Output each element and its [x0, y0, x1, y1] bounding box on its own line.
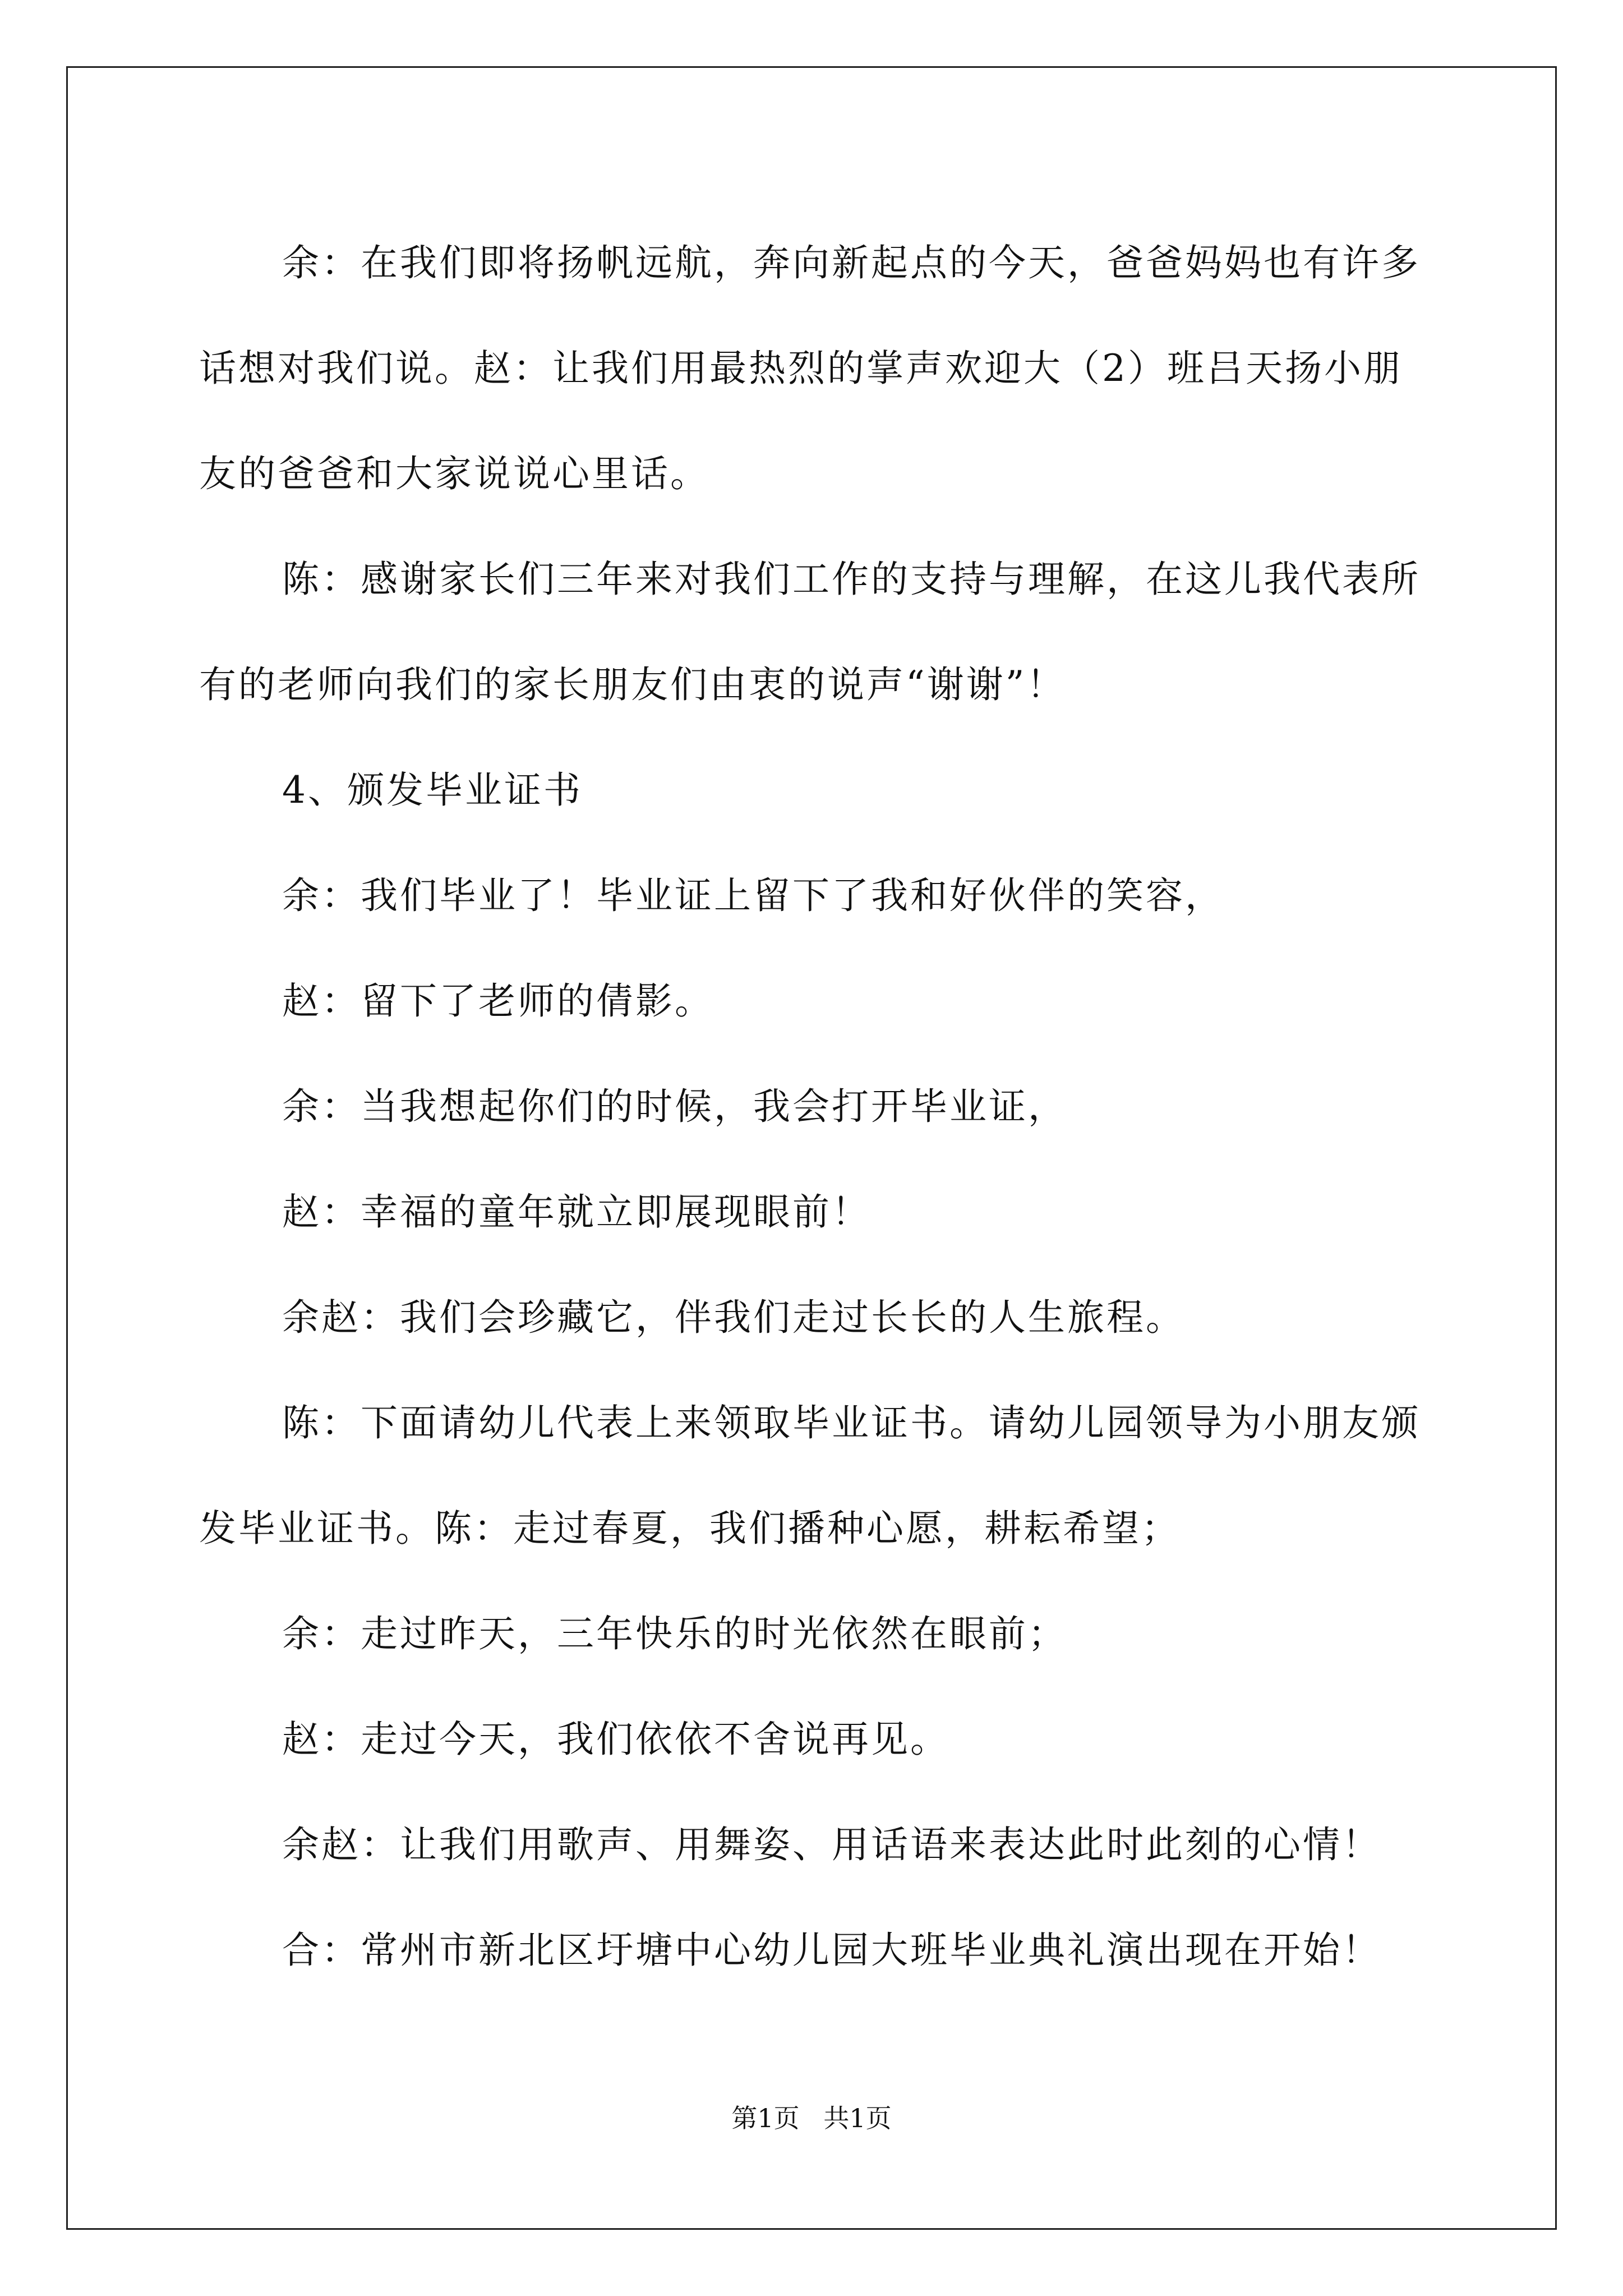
- paragraph: 赵：留下了老师的倩影。: [282, 979, 714, 1023]
- paragraph: 合：常州市新北区圩塘中心幼儿园大班毕业典礼演出现在开始！: [282, 1929, 1381, 1972]
- page-total: 共1页: [823, 2103, 892, 2133]
- paragraph: 余：我们毕业了！毕业证上留下了我和好伙伴的笑容，: [282, 874, 1224, 917]
- paragraph: 赵：走过今天，我们依依不舍说再见。: [282, 1718, 949, 1761]
- paragraph: 余：在我们即将扬帆远航，奔向新起点的今天，爸爸妈妈也有许多话想对我们说。赵：让我们用最热烈的掌声欢迎大（2）班吕天扬小朋友的爸爸和大家说说心里话。: [199, 241, 1421, 495]
- section-heading: 4、颁发毕业证书: [282, 769, 583, 812]
- paragraph: 余：走过昨天，三年快乐的时光依然在眼前；: [282, 1612, 1067, 1655]
- document-body: [199, 210, 1436, 2003]
- paragraph: 余：当我想起你们的时候，我会打开毕业证，: [282, 1085, 1067, 1128]
- paragraph: 余赵：让我们用歌声、用舞姿、用话语来表达此时此刻的心情！: [282, 1823, 1381, 1866]
- paragraph: 赵：幸福的童年就立即展现眼前！: [282, 1190, 871, 1234]
- paragraph: 陈：下面请幼儿代表上来领取毕业证书。请幼儿园领导为小朋友颁发毕业证书。陈：走过春夏，我们播种心愿，耕耘希望；: [199, 1401, 1421, 1550]
- page-number: 第1页: [731, 2103, 800, 2133]
- paragraph: 余赵：我们会珍藏它，伴我们走过长长的人生旅程。: [282, 1296, 1185, 1339]
- page-footer: [0, 2098, 1623, 2135]
- paragraph: 陈：感谢家长们三年来对我们工作的支持与理解，在这儿我代表所有的老师向我们的家长朋友们由衷的说声“谢谢”！: [199, 558, 1421, 706]
